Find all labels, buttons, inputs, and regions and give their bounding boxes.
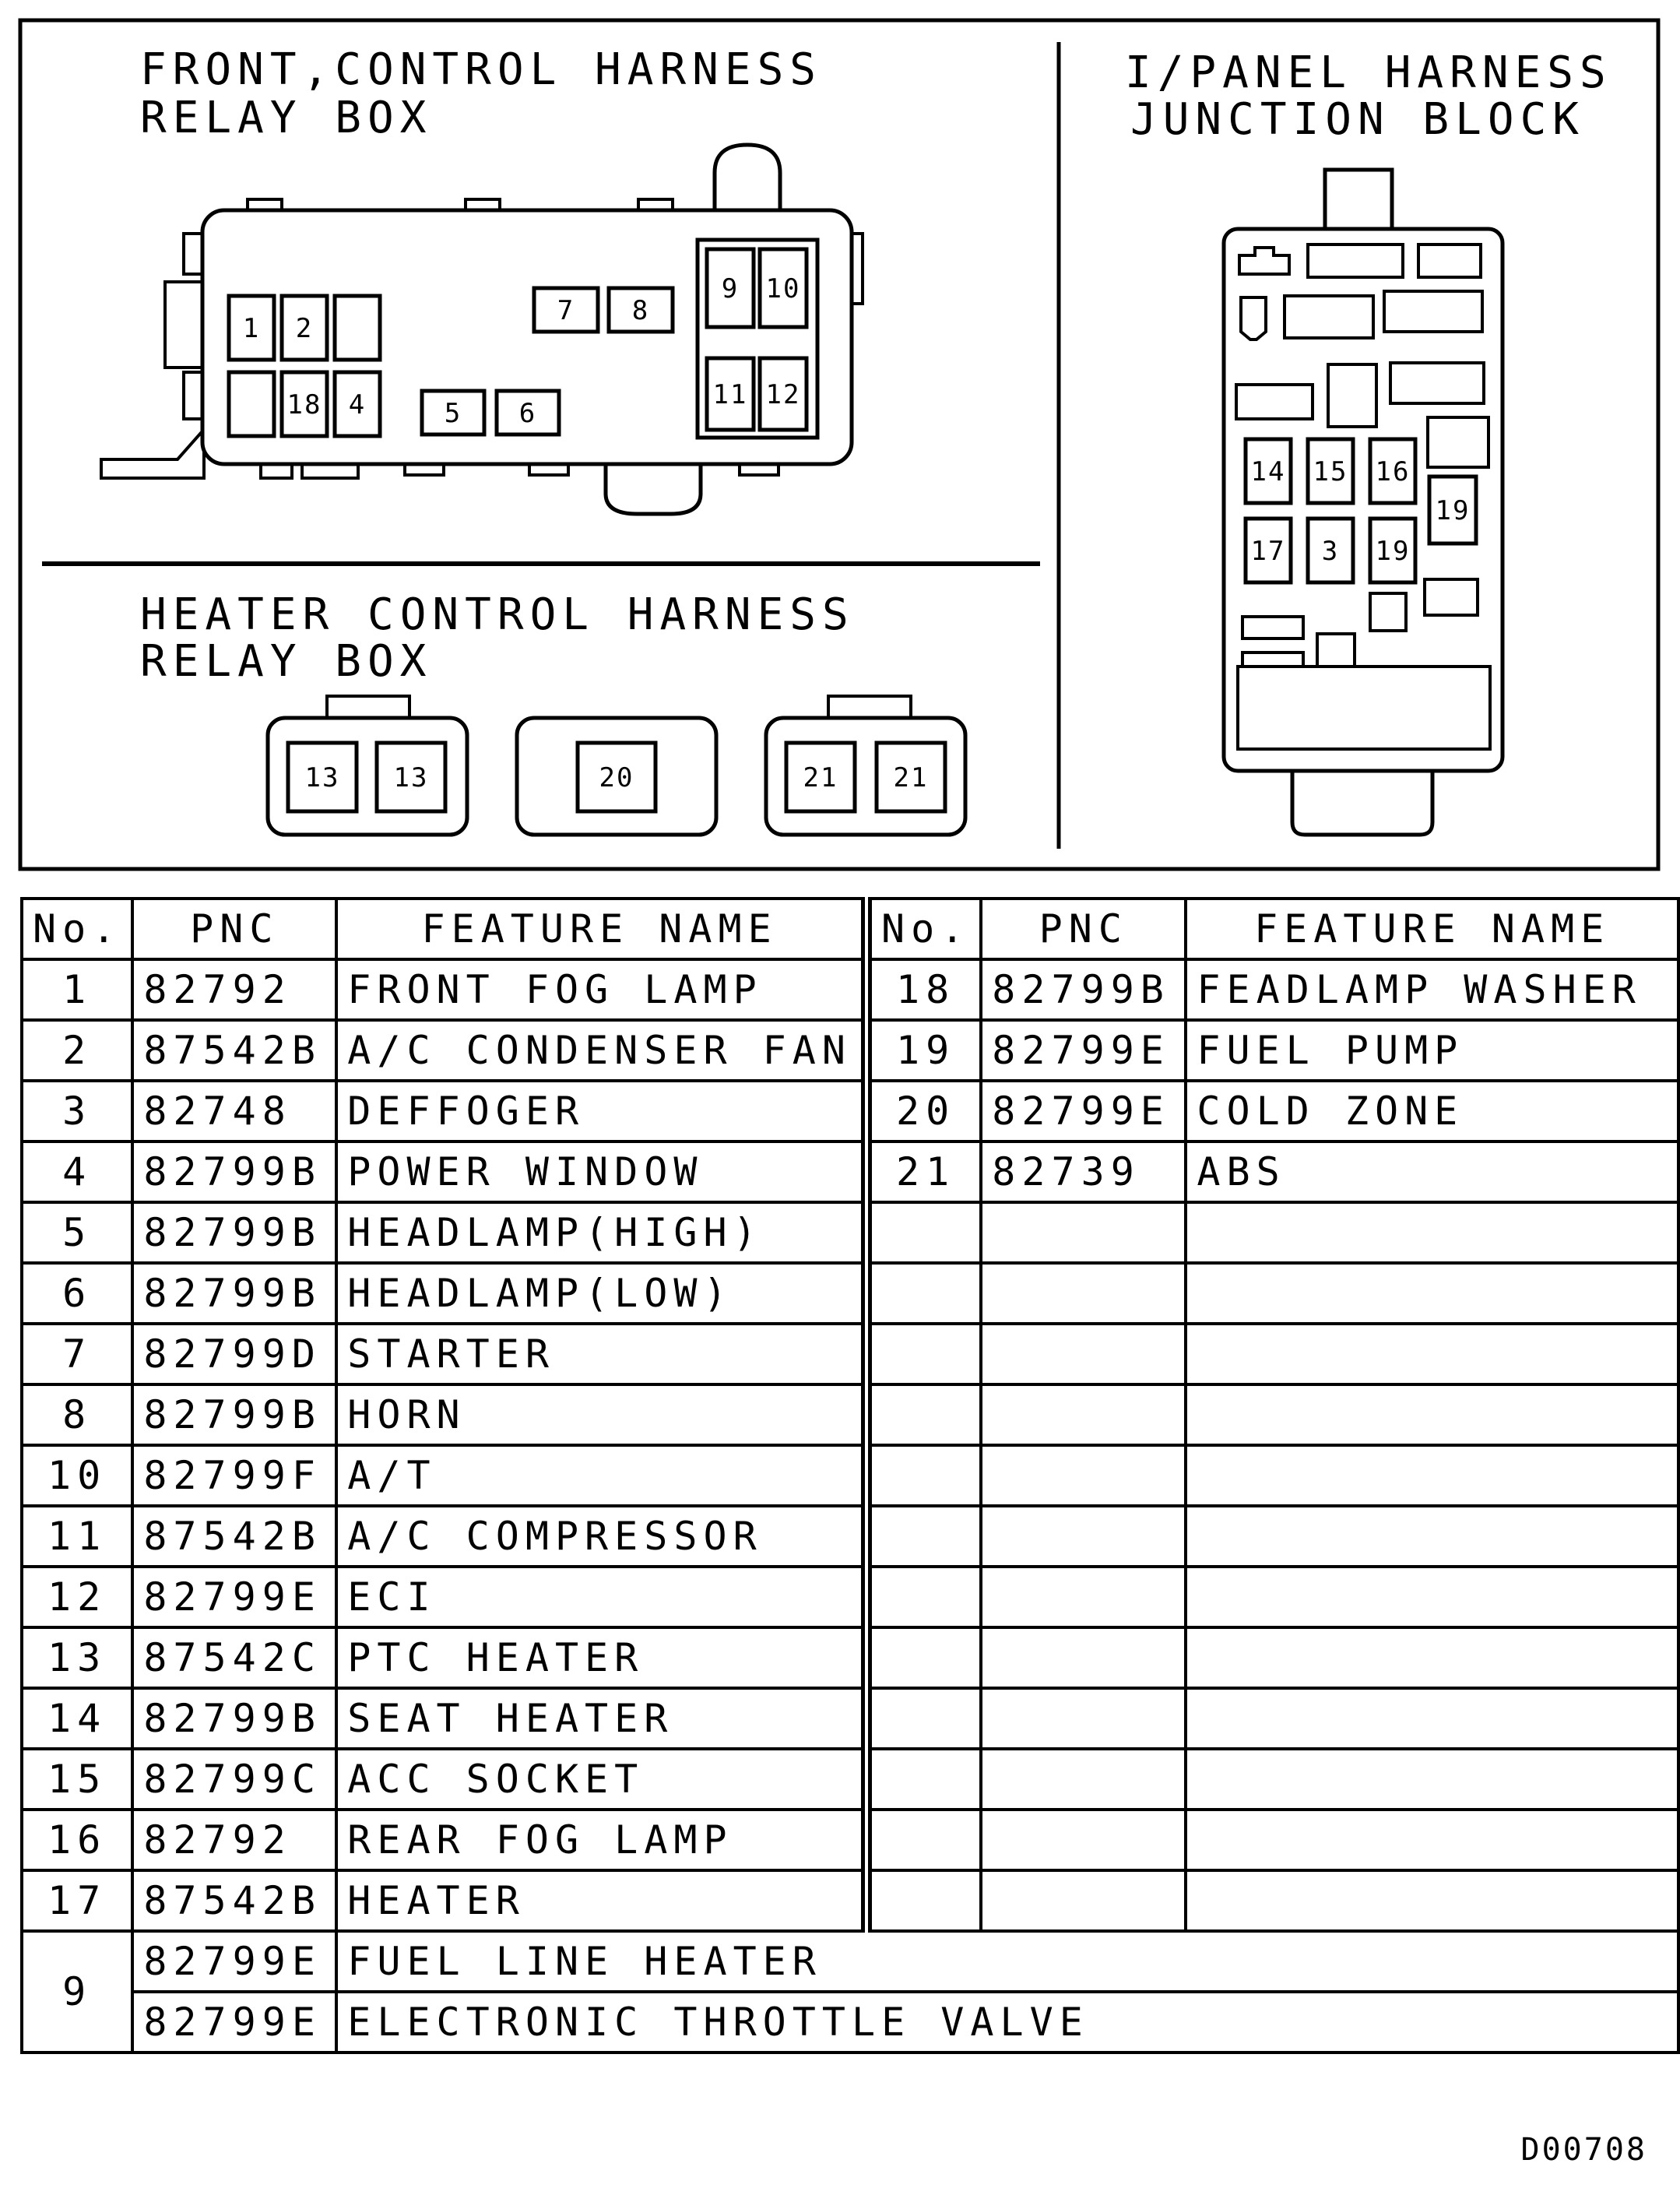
cell-pnc-right	[981, 1324, 1186, 1384]
cell-feature-name-right	[1186, 1688, 1678, 1749]
cell-feature-name: A/C CONDENSER FAN	[336, 1020, 866, 1081]
cell-no-right	[866, 1870, 981, 1931]
table-row	[22, 1870, 1678, 1931]
cell-feature-name: FRONT FOG LAMP	[336, 959, 866, 1020]
cell-feature-name-right: FUEL PUMP	[1186, 1020, 1678, 1081]
cell-no: 12	[22, 1567, 132, 1627]
cell-no-right: 20	[866, 1081, 981, 1141]
cell-feature-name: DEFFOGER	[336, 1081, 866, 1141]
cell-no: 5	[22, 1202, 132, 1263]
cell-feature-name: PTC HEATER	[336, 1627, 866, 1688]
cell-feature-name-right	[1186, 1445, 1678, 1506]
cell-no: 6	[22, 1263, 132, 1324]
header-pnc: PNC	[132, 899, 336, 959]
cell-no: 16	[22, 1810, 132, 1870]
cell-feature-name-right	[1186, 1202, 1678, 1263]
cell-feature-name: STARTER	[336, 1324, 866, 1384]
parts-table-body	[22, 899, 1678, 2053]
cell-pnc-right: 82799B	[981, 959, 1186, 1020]
table-row	[22, 1263, 1678, 1324]
cell-no: 13	[22, 1627, 132, 1688]
cell-no-right	[866, 1506, 981, 1567]
cell-feature-name: ECI	[336, 1567, 866, 1627]
header-feature-name: FEATURE NAME	[336, 899, 866, 959]
cell-feature-name-right	[1186, 1870, 1678, 1931]
table-row	[22, 1324, 1678, 1384]
relay-label: 19	[1375, 536, 1411, 567]
cell-no-right	[866, 1324, 981, 1384]
cell-feature-name-right: ABS	[1186, 1141, 1678, 1202]
relay-label: 20	[599, 762, 634, 793]
cell-no-right: 21	[866, 1141, 981, 1202]
cell-no: 17	[22, 1870, 132, 1931]
cell-no-right	[866, 1567, 981, 1627]
relay-label: 11	[712, 379, 748, 410]
cell-pnc: 82799F	[132, 1445, 336, 1506]
heater-box-title-line2: RELAY BOX	[140, 636, 433, 687]
cell-feature-name-right	[1186, 1506, 1678, 1567]
cell-no: 1	[22, 959, 132, 1020]
cell-no-right	[866, 1263, 981, 1324]
cell-feature-name: ELECTRONIC THROTTLE VALVE	[336, 1992, 1678, 2053]
panel-box-title-line2: JUNCTION BLOCK	[1130, 94, 1586, 145]
relay-label: 13	[304, 762, 340, 793]
cell-pnc: 82748	[132, 1081, 336, 1141]
relay-label: 3	[1321, 536, 1340, 567]
cell-feature-name: A/T	[336, 1445, 866, 1506]
front-box-title-line1: FRONT,CONTROL HARNESS	[140, 44, 823, 95]
drawing-code: D00708	[1520, 2132, 1647, 2168]
relay-label: 4	[348, 389, 367, 420]
cell-no-right	[866, 1445, 981, 1506]
table-row	[22, 1445, 1678, 1506]
cell-feature-name: ACC SOCKET	[336, 1749, 866, 1810]
cell-feature-name-right	[1186, 1627, 1678, 1688]
cell-feature-name: POWER WINDOW	[336, 1141, 866, 1202]
cell-pnc-right	[981, 1688, 1186, 1749]
parts-table	[20, 897, 1680, 2054]
cell-feature-name: SEAT HEATER	[336, 1688, 866, 1749]
cell-feature-name: HEADLAMP(HIGH)	[336, 1202, 866, 1263]
relay-label: 10	[765, 273, 801, 304]
cell-no: 10	[22, 1445, 132, 1506]
cell-no: 7	[22, 1324, 132, 1384]
cell-no-right: 19	[866, 1020, 981, 1081]
table-row	[22, 1567, 1678, 1627]
cell-no: 2	[22, 1020, 132, 1081]
relay-label: 9	[721, 273, 740, 304]
cell-no-right	[866, 1627, 981, 1688]
cell-pnc: 82792	[132, 1810, 336, 1870]
table-row	[22, 1931, 1678, 1992]
cell-no: 8	[22, 1384, 132, 1445]
cell-pnc-right	[981, 1567, 1186, 1627]
cell-pnc: 82799D	[132, 1324, 336, 1384]
cell-pnc-right	[981, 1202, 1186, 1263]
table-row	[22, 1749, 1678, 1810]
cell-no-right	[866, 1202, 981, 1263]
cell-feature-name-right	[1186, 1749, 1678, 1810]
cell-pnc-right: 82799E	[981, 1081, 1186, 1141]
cell-feature-name: HEATER	[336, 1870, 866, 1931]
relay-label: 14	[1250, 456, 1286, 487]
cell-pnc: 82799E	[132, 1992, 336, 2053]
cell-pnc-right	[981, 1506, 1186, 1567]
cell-feature-name-right	[1186, 1810, 1678, 1870]
table-row	[22, 1810, 1678, 1870]
table-row	[22, 1202, 1678, 1263]
cell-pnc-right	[981, 1445, 1186, 1506]
cell-pnc-right	[981, 1263, 1186, 1324]
cell-pnc: 82799B	[132, 1263, 336, 1324]
cell-pnc: 87542B	[132, 1506, 336, 1567]
relay-label: 12	[765, 379, 801, 410]
table-row	[22, 959, 1678, 1020]
cell-pnc: 82799B	[132, 1688, 336, 1749]
cell-pnc-right	[981, 1627, 1186, 1688]
cell-pnc-right	[981, 1810, 1186, 1870]
cell-feature-name-right	[1186, 1324, 1678, 1384]
cell-no: 14	[22, 1688, 132, 1749]
cell-feature-name-right	[1186, 1384, 1678, 1445]
relay-label: 6	[518, 398, 537, 429]
relay-label: 16	[1375, 456, 1411, 487]
header-no-right: No.	[866, 899, 981, 959]
header-pnc-right: PNC	[981, 899, 1186, 959]
table-row	[22, 1627, 1678, 1688]
cell-pnc-right	[981, 1870, 1186, 1931]
cell-pnc: 82799C	[132, 1749, 336, 1810]
cell-pnc: 82799E	[132, 1567, 336, 1627]
heater-box-title-line1: HEATER CONTROL HARNESS	[140, 589, 855, 640]
relay-label: 21	[893, 762, 929, 793]
cell-feature-name: FUEL LINE HEATER	[336, 1931, 1678, 1992]
cell-no-right: 18	[866, 959, 981, 1020]
table-row	[22, 1020, 1678, 1081]
table-header-row	[22, 899, 1678, 959]
cell-no: 3	[22, 1081, 132, 1141]
heater-relays	[288, 743, 945, 811]
relay-label: 8	[631, 295, 650, 326]
relay-label: 1	[242, 313, 261, 344]
cell-no-right	[866, 1810, 981, 1870]
cell-no: 11	[22, 1506, 132, 1567]
cell-no-right	[866, 1749, 981, 1810]
cell-feature-name: HEADLAMP(LOW)	[336, 1263, 866, 1324]
cell-feature-name-right	[1186, 1263, 1678, 1324]
cell-pnc: 82799E	[132, 1931, 336, 1992]
relay-label: 18	[286, 389, 322, 420]
cell-pnc: 82792	[132, 959, 336, 1020]
relay-label: 5	[444, 398, 462, 429]
cell-no-right	[866, 1688, 981, 1749]
cell-no: 15	[22, 1749, 132, 1810]
cell-feature-name: A/C COMPRESSOR	[336, 1506, 866, 1567]
cell-no-right	[866, 1384, 981, 1445]
front-box-title-line2: RELAY BOX	[140, 93, 433, 143]
front-relay-box	[101, 145, 863, 514]
table-row	[22, 1141, 1678, 1202]
relay-label: 15	[1313, 456, 1348, 487]
relay-label: 21	[803, 762, 838, 793]
table-row	[22, 1992, 1678, 2053]
cell-pnc: 82799B	[132, 1141, 336, 1202]
cell-feature-name-right: FEADLAMP WASHER	[1186, 959, 1678, 1020]
cell-feature-name-right: COLD ZONE	[1186, 1081, 1678, 1141]
header-feature-name-right: FEATURE NAME	[1186, 899, 1678, 959]
relay-label: 2	[295, 313, 314, 344]
relay-label: 19	[1435, 495, 1471, 526]
header-no: No.	[22, 899, 132, 959]
table-row	[22, 1081, 1678, 1141]
relay-label: 7	[557, 295, 575, 326]
cell-pnc: 82799B	[132, 1384, 336, 1445]
cell-pnc: 87542C	[132, 1627, 336, 1688]
cell-feature-name-right	[1186, 1567, 1678, 1627]
relay-label: 17	[1250, 536, 1286, 567]
cell-pnc: 87542B	[132, 1870, 336, 1931]
panel-box-title-line1: I/PANEL HARNESS	[1125, 47, 1612, 98]
table-row	[22, 1506, 1678, 1567]
cell-feature-name: REAR FOG LAMP	[336, 1810, 866, 1870]
cell-pnc-right	[981, 1749, 1186, 1810]
cell-no: 4	[22, 1141, 132, 1202]
table-row	[22, 1384, 1678, 1445]
relay-label: 13	[393, 762, 429, 793]
cell-pnc-right: 82739	[981, 1141, 1186, 1202]
table-row	[22, 1688, 1678, 1749]
cell-pnc: 82799B	[132, 1202, 336, 1263]
cell-feature-name: HORN	[336, 1384, 866, 1445]
cell-pnc-right	[981, 1384, 1186, 1445]
cell-pnc-right: 82799E	[981, 1020, 1186, 1081]
cell-pnc: 87542B	[132, 1020, 336, 1081]
cell-no: 9	[22, 1931, 132, 2053]
